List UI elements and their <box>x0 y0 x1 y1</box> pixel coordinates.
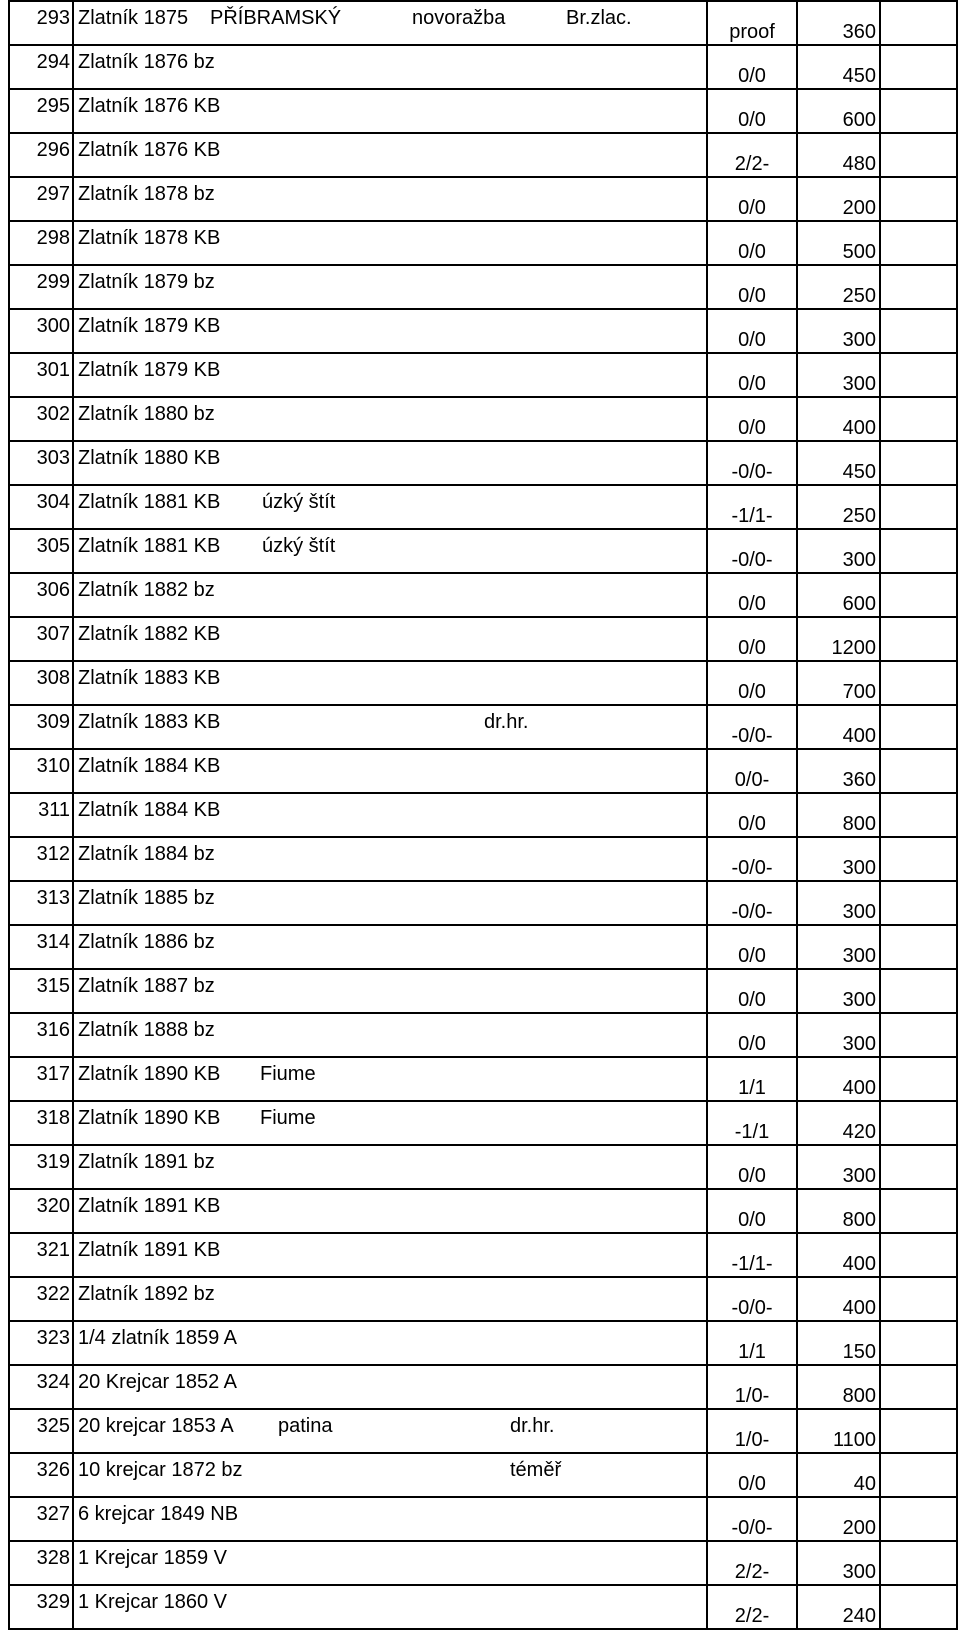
item-price: 500 <box>797 221 880 265</box>
table-row <box>9 1145 957 1189</box>
item-grade: 0/0 <box>707 265 797 309</box>
item-grade: 2/2- <box>707 133 797 177</box>
table-row <box>9 529 957 573</box>
empty-cell <box>880 1 957 45</box>
item-number: 297 <box>9 177 73 221</box>
item-grade: -1/1- <box>707 1233 797 1277</box>
item-description: Zlatník 1892 bz <box>78 1283 215 1305</box>
item-description-cell <box>73 1 707 45</box>
item-description-cell <box>73 1277 707 1321</box>
item-grade: 1/1 <box>707 1321 797 1365</box>
item-grade: 0/0 <box>707 309 797 353</box>
item-grade: 0/0 <box>707 573 797 617</box>
item-description-cell <box>73 485 707 529</box>
item-grade: 0/0 <box>707 793 797 837</box>
item-description: Zlatník 1880 KB <box>78 447 221 469</box>
item-description-cell <box>73 1101 707 1145</box>
item-number: 295 <box>9 89 73 133</box>
item-price: 400 <box>797 1057 880 1101</box>
table-row <box>9 265 957 309</box>
item-description: 20 Krejcar 1852 A <box>78 1371 237 1393</box>
empty-cell <box>880 793 957 837</box>
item-description-cell <box>73 1585 707 1629</box>
item-price: 200 <box>797 177 880 221</box>
table-row <box>9 1233 957 1277</box>
item-price: 240 <box>797 1585 880 1629</box>
empty-cell <box>880 661 957 705</box>
item-price: 400 <box>797 1277 880 1321</box>
empty-cell <box>880 353 957 397</box>
item-grade: 0/0 <box>707 397 797 441</box>
item-description: Zlatník 1878 KB <box>78 227 221 249</box>
empty-cell <box>880 1321 957 1365</box>
item-grade: proof <box>707 1 797 45</box>
item-price: 400 <box>797 397 880 441</box>
item-price: 300 <box>797 1541 880 1585</box>
item-grade: 0/0- <box>707 749 797 793</box>
item-description: Zlatník 1885 bz <box>78 887 215 909</box>
item-number: 318 <box>9 1101 73 1145</box>
item-note: Fiume <box>260 1063 316 1085</box>
item-number: 299 <box>9 265 73 309</box>
table-row <box>9 1453 957 1497</box>
item-description: Zlatník 1879 KB <box>78 359 221 381</box>
item-description: Zlatník 1881 KB <box>78 535 221 557</box>
table-row <box>9 397 957 441</box>
empty-cell <box>880 617 957 661</box>
item-price: 1100 <box>797 1409 880 1453</box>
empty-cell <box>880 1013 957 1057</box>
item-description-cell <box>73 89 707 133</box>
item-description: Zlatník 1881 KB <box>78 491 221 513</box>
item-note: dr.hr. <box>510 1415 555 1437</box>
item-description: 1/4 zlatník 1859 A <box>78 1327 238 1349</box>
table-row <box>9 89 957 133</box>
empty-cell <box>880 837 957 881</box>
table-row <box>9 1365 957 1409</box>
item-price: 300 <box>797 529 880 573</box>
item-description: Zlatník 1891 bz <box>78 1151 215 1173</box>
item-price: 800 <box>797 1365 880 1409</box>
table-row <box>9 1585 957 1629</box>
item-grade: 0/0 <box>707 221 797 265</box>
coin-price-table <box>8 0 958 1630</box>
item-description-cell <box>73 749 707 793</box>
item-description: Zlatník 1884 KB <box>78 755 221 777</box>
empty-cell <box>880 749 957 793</box>
item-number: 304 <box>9 485 73 529</box>
empty-cell <box>880 1189 957 1233</box>
item-number: 317 <box>9 1057 73 1101</box>
table-row <box>9 749 957 793</box>
item-grade: -0/0- <box>707 1497 797 1541</box>
item-price: 360 <box>797 749 880 793</box>
item-description-cell <box>73 1453 707 1497</box>
item-number: 296 <box>9 133 73 177</box>
item-number: 294 <box>9 45 73 89</box>
item-grade: 0/0 <box>707 661 797 705</box>
item-grade: -0/0- <box>707 441 797 485</box>
item-price: 480 <box>797 133 880 177</box>
price-list-sheet <box>8 0 958 1630</box>
item-description: 20 krejcar 1853 A <box>78 1415 234 1437</box>
item-price: 800 <box>797 1189 880 1233</box>
item-description-cell <box>73 1541 707 1585</box>
item-number: 311 <box>9 793 73 837</box>
item-number: 316 <box>9 1013 73 1057</box>
item-description-cell <box>73 969 707 1013</box>
item-price: 400 <box>797 705 880 749</box>
item-description-cell <box>73 1321 707 1365</box>
table-row <box>9 45 957 89</box>
item-number: 328 <box>9 1541 73 1585</box>
item-grade: 0/0 <box>707 1453 797 1497</box>
item-description: Zlatník 1891 KB <box>78 1239 221 1261</box>
empty-cell <box>880 1365 957 1409</box>
table-row <box>9 485 957 529</box>
table-row <box>9 1409 957 1453</box>
item-description-cell <box>73 617 707 661</box>
table-row <box>9 1541 957 1585</box>
table-row <box>9 925 957 969</box>
item-description: Zlatník 1890 KB <box>78 1063 221 1085</box>
item-grade: 0/0 <box>707 1013 797 1057</box>
item-description-cell <box>73 1145 707 1189</box>
item-description-cell <box>73 661 707 705</box>
item-number: 298 <box>9 221 73 265</box>
item-note: úzký štít <box>262 535 336 557</box>
item-description-cell <box>73 397 707 441</box>
item-number: 306 <box>9 573 73 617</box>
item-price: 150 <box>797 1321 880 1365</box>
item-price: 420 <box>797 1101 880 1145</box>
empty-cell <box>880 1453 957 1497</box>
item-description: Zlatník 1888 bz <box>78 1019 215 1041</box>
item-price: 450 <box>797 441 880 485</box>
item-note: Fiume <box>260 1107 316 1129</box>
empty-cell <box>880 1057 957 1101</box>
item-number: 324 <box>9 1365 73 1409</box>
item-number: 300 <box>9 309 73 353</box>
item-description: Zlatník 1876 bz <box>78 51 215 73</box>
item-price: 450 <box>797 45 880 89</box>
table-row <box>9 309 957 353</box>
item-description-cell <box>73 1057 707 1101</box>
item-price: 250 <box>797 485 880 529</box>
item-description-cell <box>73 1233 707 1277</box>
item-description-cell <box>73 925 707 969</box>
item-price: 300 <box>797 925 880 969</box>
item-grade: 0/0 <box>707 89 797 133</box>
item-grade: 0/0 <box>707 45 797 89</box>
table-row <box>9 353 957 397</box>
item-description: Zlatník 1882 bz <box>78 579 215 601</box>
item-note: úzký štít <box>262 491 336 513</box>
table-row <box>9 661 957 705</box>
item-price: 300 <box>797 1145 880 1189</box>
item-number: 313 <box>9 881 73 925</box>
empty-cell <box>880 573 957 617</box>
empty-cell <box>880 45 957 89</box>
item-note: patina <box>278 1415 333 1437</box>
item-number: 322 <box>9 1277 73 1321</box>
item-grade: 0/0 <box>707 353 797 397</box>
item-price: 300 <box>797 969 880 1013</box>
table-row <box>9 705 957 749</box>
item-number: 315 <box>9 969 73 1013</box>
item-description: Zlatník 1880 bz <box>78 403 215 425</box>
empty-cell <box>880 265 957 309</box>
empty-cell <box>880 397 957 441</box>
empty-cell <box>880 1277 957 1321</box>
item-number: 325 <box>9 1409 73 1453</box>
item-description: 1 Krejcar 1859 V <box>78 1547 227 1569</box>
item-grade: 0/0 <box>707 969 797 1013</box>
empty-cell <box>880 485 957 529</box>
item-number: 312 <box>9 837 73 881</box>
item-description-cell <box>73 221 707 265</box>
item-description: 6 krejcar 1849 NB <box>78 1503 239 1525</box>
item-number: 321 <box>9 1233 73 1277</box>
empty-cell <box>880 1585 957 1629</box>
item-description: Zlatník 1884 KB <box>78 799 221 821</box>
empty-cell <box>880 1497 957 1541</box>
item-description: 1 Krejcar 1860 V <box>78 1591 227 1613</box>
empty-cell <box>880 1409 957 1453</box>
item-description-cell <box>73 1189 707 1233</box>
table-row <box>9 1321 957 1365</box>
item-description-cell <box>73 177 707 221</box>
item-number: 301 <box>9 353 73 397</box>
item-number: 320 <box>9 1189 73 1233</box>
table-row <box>9 133 957 177</box>
item-grade: 0/0 <box>707 925 797 969</box>
item-grade: 1/0- <box>707 1409 797 1453</box>
item-price: 400 <box>797 1233 880 1277</box>
item-number: 305 <box>9 529 73 573</box>
item-price: 300 <box>797 1013 880 1057</box>
table-row <box>9 1189 957 1233</box>
empty-cell <box>880 925 957 969</box>
item-number: 329 <box>9 1585 73 1629</box>
item-grade: -0/0- <box>707 705 797 749</box>
item-description: Zlatník 1883 KB <box>78 711 221 733</box>
empty-cell <box>880 1233 957 1277</box>
table-row <box>9 617 957 661</box>
table-row <box>9 1013 957 1057</box>
table-row <box>9 793 957 837</box>
item-price: 40 <box>797 1453 880 1497</box>
item-price: 300 <box>797 353 880 397</box>
table-row <box>9 837 957 881</box>
item-grade: 0/0 <box>707 1145 797 1189</box>
item-note: téměř <box>510 1459 562 1481</box>
item-description-cell <box>73 309 707 353</box>
item-number: 323 <box>9 1321 73 1365</box>
table-row <box>9 1101 957 1145</box>
table-row <box>9 1277 957 1321</box>
empty-cell <box>880 529 957 573</box>
item-description: Zlatník 1886 bz <box>78 931 215 953</box>
table-row <box>9 881 957 925</box>
table-row <box>9 1057 957 1101</box>
item-description: Zlatník 1883 KB <box>78 667 221 689</box>
item-number: 303 <box>9 441 73 485</box>
empty-cell <box>880 177 957 221</box>
item-description-cell <box>73 265 707 309</box>
item-price: 1200 <box>797 617 880 661</box>
item-note: Br.zlac. <box>566 7 632 29</box>
item-number: 293 <box>9 1 73 45</box>
empty-cell <box>880 705 957 749</box>
item-description-cell <box>73 529 707 573</box>
item-description: Zlatník 1878 bz <box>78 183 215 205</box>
table-row <box>9 441 957 485</box>
item-description-cell <box>73 1409 707 1453</box>
item-description-cell <box>73 45 707 89</box>
item-description-cell <box>73 1497 707 1541</box>
empty-cell <box>880 309 957 353</box>
item-number: 314 <box>9 925 73 969</box>
item-grade: 1/1 <box>707 1057 797 1101</box>
item-number: 308 <box>9 661 73 705</box>
item-number: 302 <box>9 397 73 441</box>
item-grade: -1/1 <box>707 1101 797 1145</box>
item-grade: -0/0- <box>707 881 797 925</box>
table-row <box>9 573 957 617</box>
item-grade: 1/0- <box>707 1365 797 1409</box>
item-description: Zlatník 1875 <box>78 7 189 29</box>
table-row <box>9 221 957 265</box>
item-grade: -0/0- <box>707 837 797 881</box>
item-grade: 0/0 <box>707 177 797 221</box>
item-description: Zlatník 1879 KB <box>78 315 221 337</box>
item-grade: -0/0- <box>707 1277 797 1321</box>
item-description: Zlatník 1891 KB <box>78 1195 221 1217</box>
item-note: PŘÍBRAMSKÝ <box>210 7 342 29</box>
item-number: 310 <box>9 749 73 793</box>
empty-cell <box>880 969 957 1013</box>
item-number: 309 <box>9 705 73 749</box>
item-description: 10 krejcar 1872 bz <box>78 1459 243 1481</box>
item-grade: 2/2- <box>707 1541 797 1585</box>
item-description-cell <box>73 353 707 397</box>
table-row <box>9 177 957 221</box>
empty-cell <box>880 133 957 177</box>
item-grade: 2/2- <box>707 1585 797 1629</box>
empty-cell <box>880 1145 957 1189</box>
item-description: Zlatník 1887 bz <box>78 975 215 997</box>
table-row <box>9 969 957 1013</box>
item-description: Zlatník 1884 bz <box>78 843 215 865</box>
item-price: 300 <box>797 309 880 353</box>
item-description-cell <box>73 1365 707 1409</box>
empty-cell <box>880 441 957 485</box>
item-number: 319 <box>9 1145 73 1189</box>
item-price: 700 <box>797 661 880 705</box>
table-body <box>9 1 957 1629</box>
item-description-cell <box>73 1013 707 1057</box>
empty-cell <box>880 881 957 925</box>
empty-cell <box>880 1101 957 1145</box>
item-description: Zlatník 1876 KB <box>78 139 221 161</box>
item-description-cell <box>73 881 707 925</box>
item-price: 200 <box>797 1497 880 1541</box>
item-description-cell <box>73 705 707 749</box>
item-description: Zlatník 1879 bz <box>78 271 215 293</box>
item-description-cell <box>73 573 707 617</box>
empty-cell <box>880 221 957 265</box>
item-price: 250 <box>797 265 880 309</box>
item-grade: 0/0 <box>707 617 797 661</box>
item-price: 300 <box>797 881 880 925</box>
item-number: 307 <box>9 617 73 661</box>
table-row <box>9 1 957 45</box>
item-grade: -1/1- <box>707 485 797 529</box>
item-description-cell <box>73 837 707 881</box>
item-description-cell <box>73 133 707 177</box>
item-number: 327 <box>9 1497 73 1541</box>
item-description: Zlatník 1882 KB <box>78 623 221 645</box>
item-price: 300 <box>797 837 880 881</box>
item-price: 360 <box>797 1 880 45</box>
empty-cell <box>880 1541 957 1585</box>
item-note: dr.hr. <box>484 711 529 733</box>
item-grade: 0/0 <box>707 1189 797 1233</box>
item-price: 600 <box>797 573 880 617</box>
item-price: 800 <box>797 793 880 837</box>
item-note: novoražba <box>412 7 506 29</box>
table-row <box>9 1497 957 1541</box>
item-description: Zlatník 1876 KB <box>78 95 221 117</box>
item-price: 600 <box>797 89 880 133</box>
item-description-cell <box>73 793 707 837</box>
item-number: 326 <box>9 1453 73 1497</box>
empty-cell <box>880 89 957 133</box>
item-grade: -0/0- <box>707 529 797 573</box>
item-description-cell <box>73 441 707 485</box>
item-description: Zlatník 1890 KB <box>78 1107 221 1129</box>
